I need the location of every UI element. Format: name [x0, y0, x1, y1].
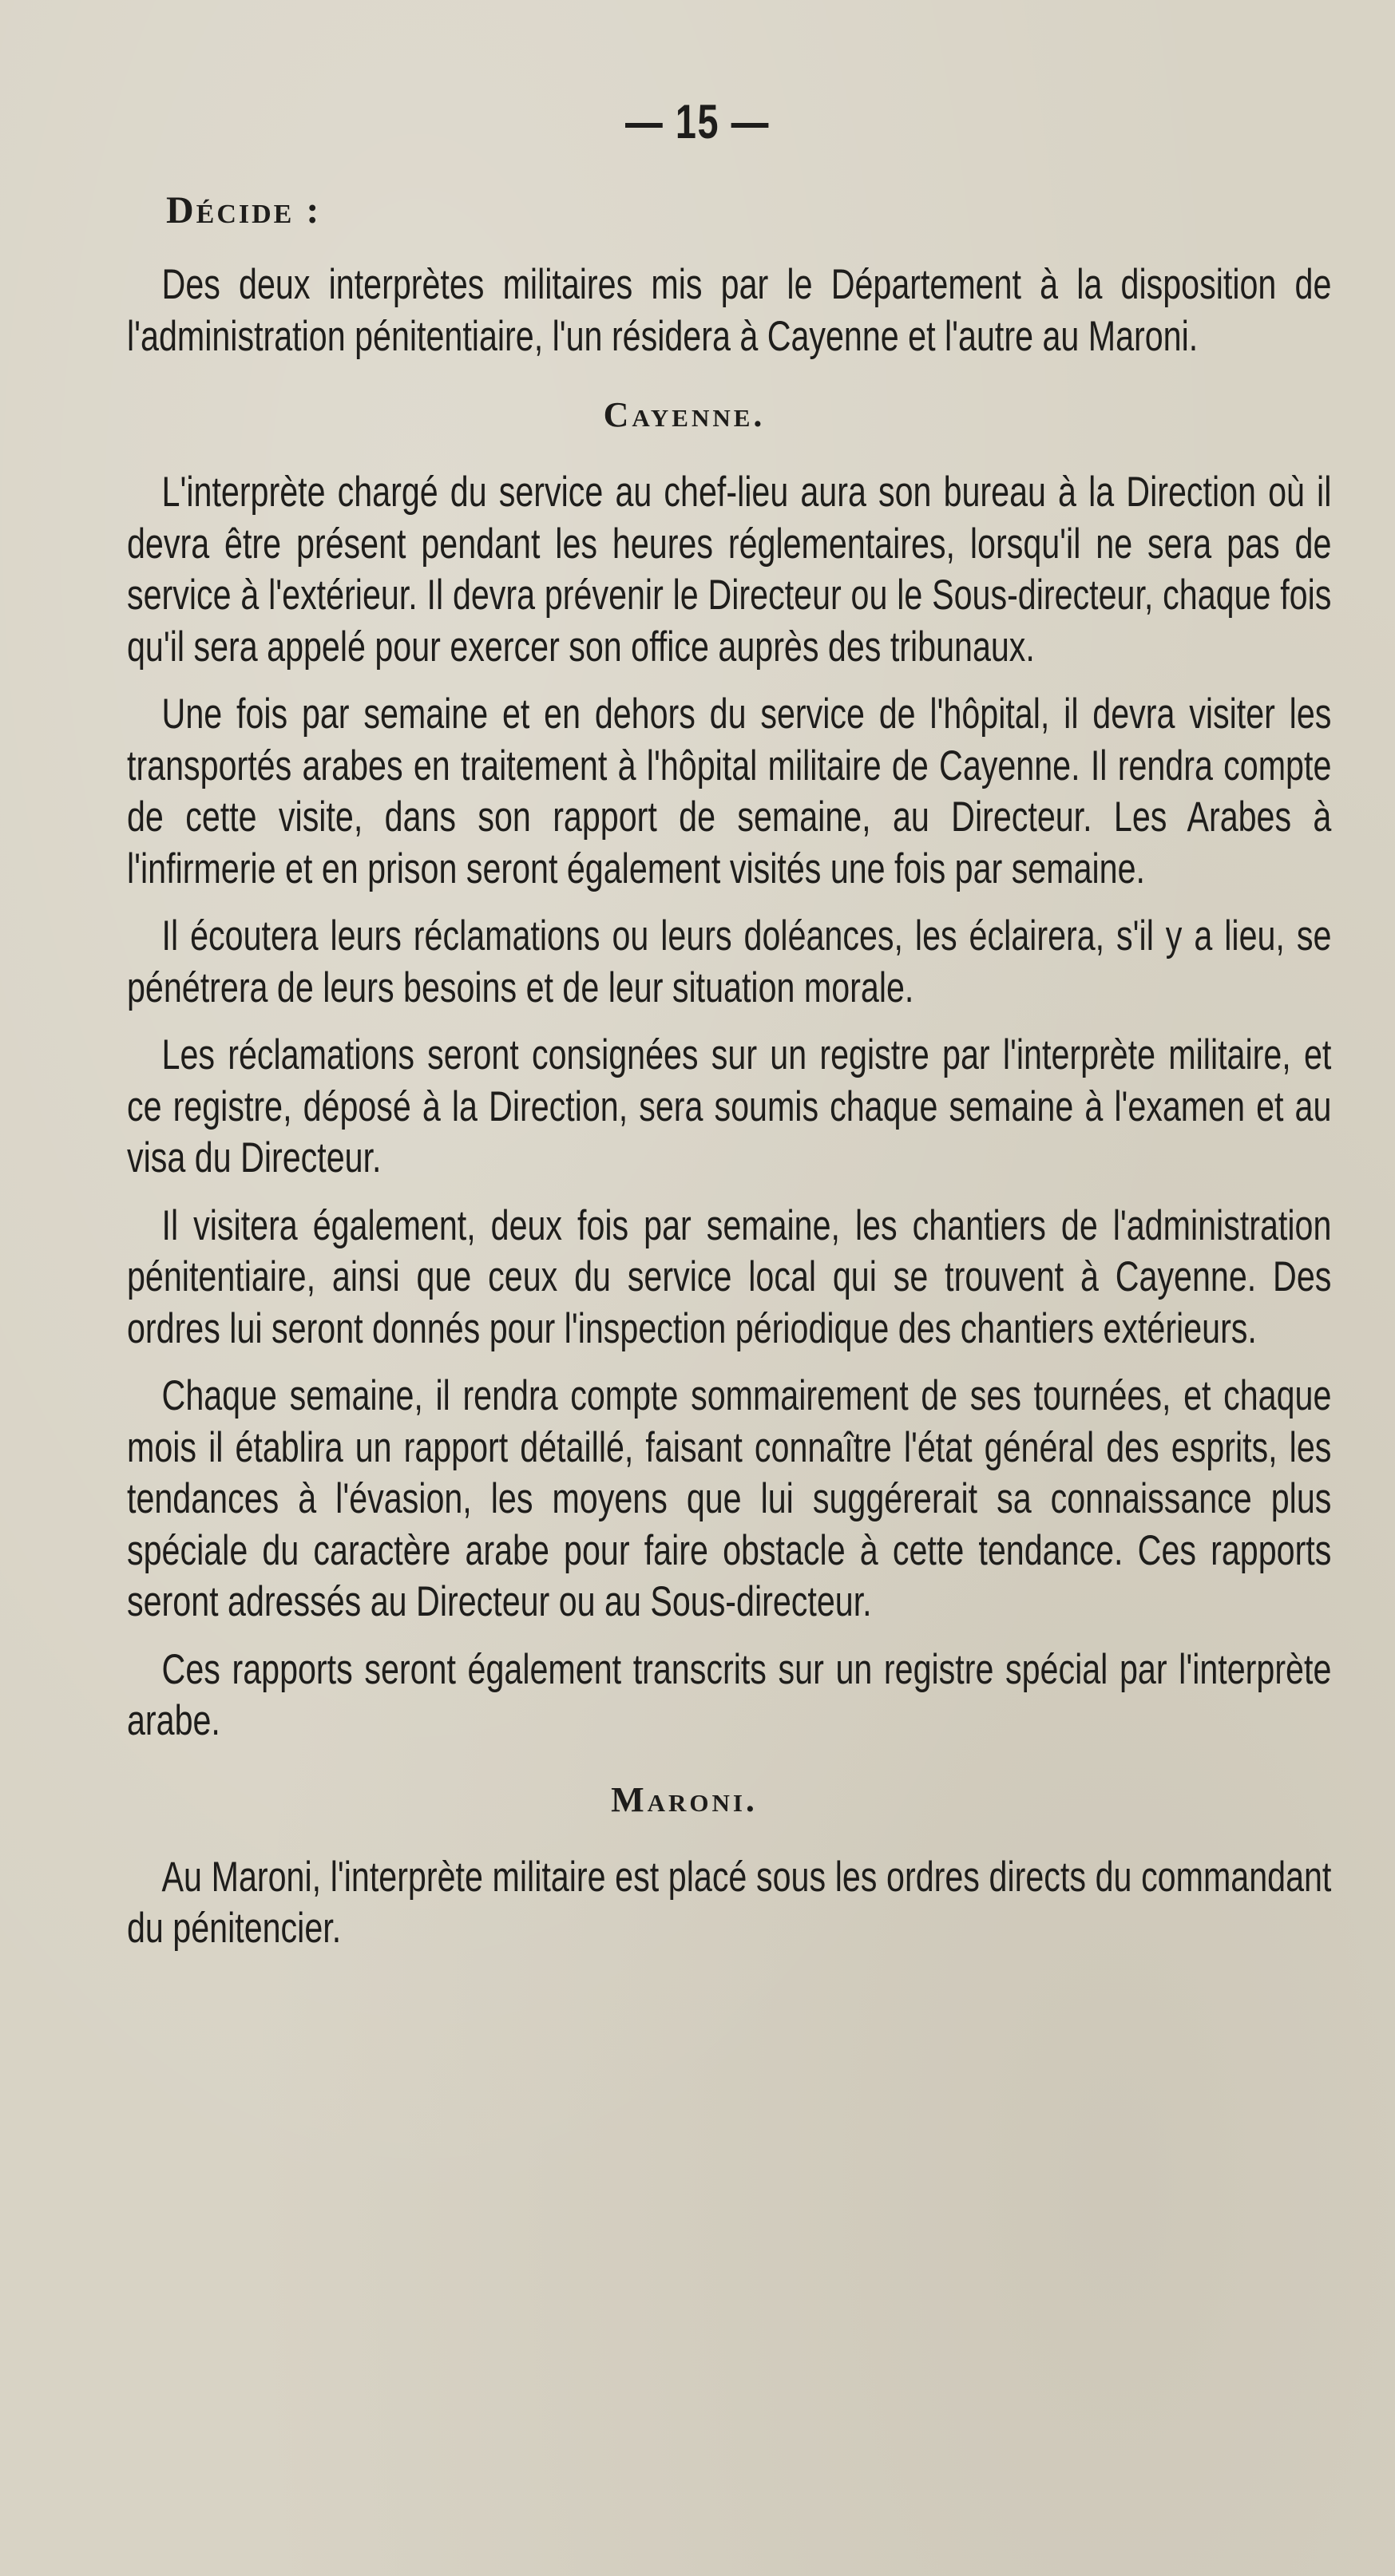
section-heading-maroni: Maroni. — [611, 1779, 758, 1819]
paragraph-cayenne-3 — [82, 911, 1332, 1014]
decide-heading: Décide : — [166, 189, 322, 231]
paragraph-cayenne-6 — [82, 1371, 1332, 1628]
paragraph-text: Des deux interprètes militaires mis par le Département à la disposition de l'administration pénitentiaire, l'un résidera à Cayenne et l'autre au Maroni. — [127, 261, 1332, 360]
paragraph-text: Au Maroni, l'interprète militaire est placé sous les ordres directs du commandant du pénitencier. — [127, 1853, 1332, 1952]
paragraph-cayenne-4 — [82, 1030, 1332, 1185]
paragraph-cayenne-2 — [82, 689, 1332, 895]
paragraph-text: L'interprète chargé du service au chef-lieu aura son bureau à la Direction où il devra être présent pendant les heures réglementaires, lorsqu'il ne sera pas de service à l'extérieur. Il devra prévenir le Directeur ou le Sous-directeur, chaque fois qu'il sera appelé pour exercer son office auprès des tribunaux. — [127, 469, 1332, 671]
paragraph-text: Une fois par semaine et en dehors du service de l'hôpital, il devra visiter les transportés arabes en traitement à l'hôpital militaire de Cayenne. Il rendra compte de cette visite, dans son rapport de semaine, au Directeur. Les Arabes à l'infirmerie et en prison seront également visités une fois par semaine. — [127, 690, 1332, 892]
paragraph-text: Les réclamations seront consignées sur un registre par l'interprète militaire, et ce registre, déposé à la Direction, sera soumis chaque semaine à l'examen et au visa du Directeur. — [127, 1031, 1332, 1181]
paragraph-cayenne-7 — [82, 1644, 1332, 1747]
section-heading-cayenne: Cayenne. — [603, 395, 766, 434]
paragraph-text: Chaque semaine, il rendra compte sommairement de ses tournées, et chaque mois il établira un rapport détaillé, faisant connaître l'état général des esprits, les tendances à l'évasion, les moyens que lui suggérerait sa connaissance plus spéciale du caractère arabe pour faire obstacle à cette tendance. Ces rapports seront adressés au Directeur ou au Sous-directeur. — [127, 1372, 1332, 1625]
paragraph-text: Il visitera également, deux fois par semaine, les chantiers de l'administration pénitentiaire, ainsi que ceux du service local qui se trouvent à Cayenne. Des ordres lui seront donnés pour l'inspection périodique des chantiers extérieurs. — [127, 1201, 1332, 1352]
paragraph-cayenne-1 — [82, 467, 1332, 673]
paragraph-maroni-1 — [82, 1852, 1332, 1955]
text-column — [82, 259, 1332, 1955]
paragraph-intro — [82, 259, 1332, 362]
page-number: — 15 — — [624, 95, 771, 148]
paragraph-cayenne-5 — [82, 1201, 1332, 1355]
paragraph-text: Ces rapports seront également transcrits sur un registre spécial par l'interprète arabe. — [127, 1645, 1332, 1744]
paragraph-text: Il écoutera leurs réclamations ou leurs doléances, les éclairera, s'il y a lieu, se pénétrera de leurs besoins et de leur situation morale. — [127, 912, 1332, 1011]
